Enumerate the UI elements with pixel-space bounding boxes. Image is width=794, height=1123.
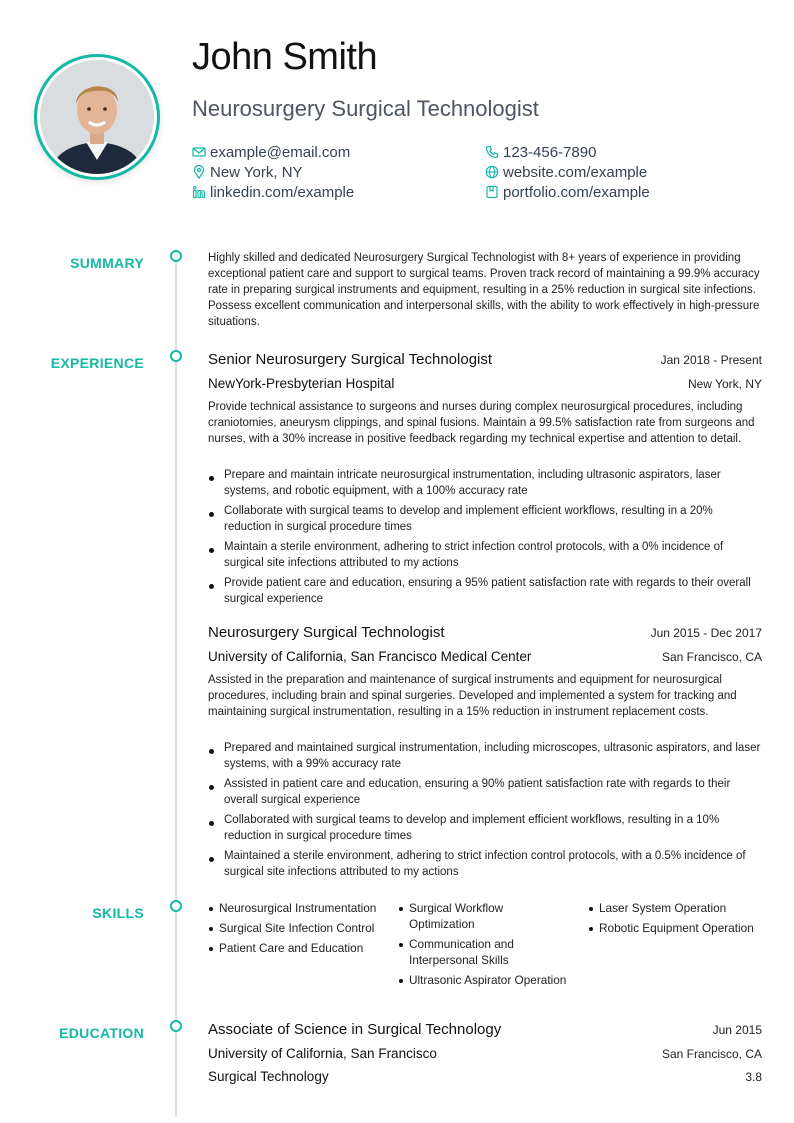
- profile-photo-frame: [34, 54, 160, 180]
- skill-item: Robotic Equipment Operation: [588, 920, 758, 936]
- skill-item: Ultrasonic Aspirator Operation: [398, 972, 568, 988]
- experience-heading: EXPERIENCE: [50, 355, 144, 371]
- email-text: example@email.com: [210, 143, 351, 161]
- skills-timeline-dot: [170, 900, 182, 912]
- globe-icon: [485, 165, 499, 179]
- job-1-org: [208, 376, 762, 391]
- location-pin-icon: [192, 165, 206, 179]
- list-item: Collaborated with surgical teams to develop and implement efficient workflows, resulting in a 10% reduction in surgical procedure times: [208, 812, 762, 844]
- gpa: 3.8: [745, 1070, 762, 1084]
- skills-column-3: [588, 900, 758, 940]
- skill-item: Surgical Site Infection Control: [208, 920, 378, 936]
- linkedin-icon: [192, 185, 206, 199]
- job-2-header: [208, 624, 762, 641]
- contact-location: [192, 162, 303, 182]
- job-location: New York, NY: [687, 377, 762, 391]
- phone-icon: [485, 145, 499, 159]
- contact-linkedin[interactable]: [192, 182, 354, 202]
- skill-item: Surgical Workflow Optimization: [398, 900, 568, 932]
- profile-photo: [40, 60, 154, 174]
- skill-item: Neurosurgical Instrumentation: [208, 900, 378, 916]
- job-1-bullets: [208, 467, 762, 611]
- education-header: [208, 1021, 762, 1038]
- candidate-title: Neurosurgery Surgical Technologist: [192, 96, 539, 121]
- list-item: Collaborate with surgical teams to develop and implement efficient workflows, resulting in a 20% reduction in surgical procedure times: [208, 503, 762, 535]
- job-title: Senior Neurosurgery Surgical Technologist: [208, 351, 493, 368]
- linkedin-text: linkedin.com/example: [210, 183, 355, 201]
- job-1-header: [208, 351, 762, 368]
- phone-text: 123-456-7890: [503, 143, 597, 161]
- education-date: Jun 2015: [712, 1023, 762, 1037]
- summary-text: Highly skilled and dedicated Neurosurgery Surgical Technologist with 8+ years of experience in providing exceptional patient care and support to surgical teams. Proven track record of maintaining a 99.9% accuracy rate in preparing surgical instruments and equipment, resulting in a 25% reduction in surgical site infections. Possess excellent communication and interpersonal skills, with the ability to work effectively in high-pressure situations.: [208, 252, 760, 328]
- field-of-study: Surgical Technology: [208, 1069, 329, 1084]
- skills-column-2: [398, 900, 568, 992]
- experience-timeline-dot: [170, 350, 182, 362]
- list-item: Prepare and maintain intricate neurosurgical instrumentation, including ultrasonic aspirators, laser systems, and robotic equipment, with a 100% accuracy rate: [208, 467, 762, 499]
- contact-email[interactable]: [192, 142, 350, 162]
- job-2-org: [208, 649, 762, 664]
- list-item: Prepared and maintained surgical instrumentation, including microscopes, ultrasonic aspirators, and laser systems, with a 99% accuracy rate: [208, 740, 762, 772]
- list-item: Maintained a sterile environment, adhering to strict infection control protocols, with a 0.5% incidence of surgical site infections attributed to my actions: [208, 848, 762, 880]
- list-item: Provide patient care and education, ensuring a 95% patient satisfaction rate with regards to their overall surgical experience: [208, 575, 762, 607]
- job-2-bullets: [208, 740, 762, 884]
- school-location: San Francisco, CA: [661, 1047, 762, 1061]
- skills-column-1: [208, 900, 378, 960]
- website-text: website.com/example: [503, 163, 648, 181]
- job-dates: Jun 2015 - Dec 2017: [650, 626, 762, 640]
- list-item: Assisted in patient care and education, ensuring a 90% patient satisfaction rate with regards to their overall surgical experience: [208, 776, 762, 808]
- mail-icon: [192, 145, 206, 159]
- skill-item: Laser System Operation: [588, 900, 758, 916]
- list-item: Maintain a sterile environment, adhering to strict infection control protocols, with a 0% incidence of surgical site infections attributed to my actions: [208, 539, 762, 571]
- contact-phone[interactable]: [485, 142, 596, 162]
- school-name: University of California, San Francisco: [208, 1046, 437, 1061]
- education-heading: EDUCATION: [59, 1025, 144, 1041]
- skill-item: Patient Care and Education: [208, 940, 378, 956]
- degree-name: Associate of Science in Surgical Technology: [208, 1021, 502, 1038]
- avatar: [40, 60, 154, 174]
- education-timeline-dot: [170, 1020, 182, 1032]
- education-school: [208, 1046, 762, 1061]
- skills-heading: SKILLS: [92, 905, 144, 921]
- summary-heading: SUMMARY: [70, 255, 144, 271]
- company-name: University of California, San Francisco Medical Center: [208, 649, 532, 664]
- education-details: [208, 1069, 762, 1084]
- job-2-description: Assisted in the preparation and maintenance of surgical instruments and equipment for neurosurgical procedures, including brain and spinal surgeries. Developed and implemented a system for tracking and maintaining surgical instrumentation, resulting in a 15% reduction in instrument replacement costs.: [208, 674, 737, 718]
- portfolio-icon: [485, 185, 499, 199]
- company-name: NewYork-Presbyterian Hospital: [208, 376, 395, 391]
- contact-website[interactable]: [485, 162, 647, 182]
- portfolio-text: portfolio.com/example: [503, 183, 650, 201]
- summary-timeline-dot: [170, 250, 182, 262]
- job-dates: Jan 2018 - Present: [660, 353, 762, 367]
- skill-item: Communication and Interpersonal Skills: [398, 936, 568, 968]
- location-text: New York, NY: [210, 163, 303, 181]
- job-1-description: Provide technical assistance to surgeons and nurses during complex neurosurgical procedures, including craniotomies, aneurysm clippings, and spinal fusions. Maintain a 99.5% satisfaction rate from surgeons and nurses, with a 30% increase in positive feedback regarding my technical expertise and attention to detail.: [208, 401, 755, 445]
- contact-portfolio[interactable]: [485, 182, 650, 202]
- candidate-name: John Smith: [192, 36, 378, 78]
- job-location: San Francisco, CA: [661, 650, 762, 664]
- job-title: Neurosurgery Surgical Technologist: [208, 624, 445, 641]
- timeline-line: [175, 262, 177, 1117]
